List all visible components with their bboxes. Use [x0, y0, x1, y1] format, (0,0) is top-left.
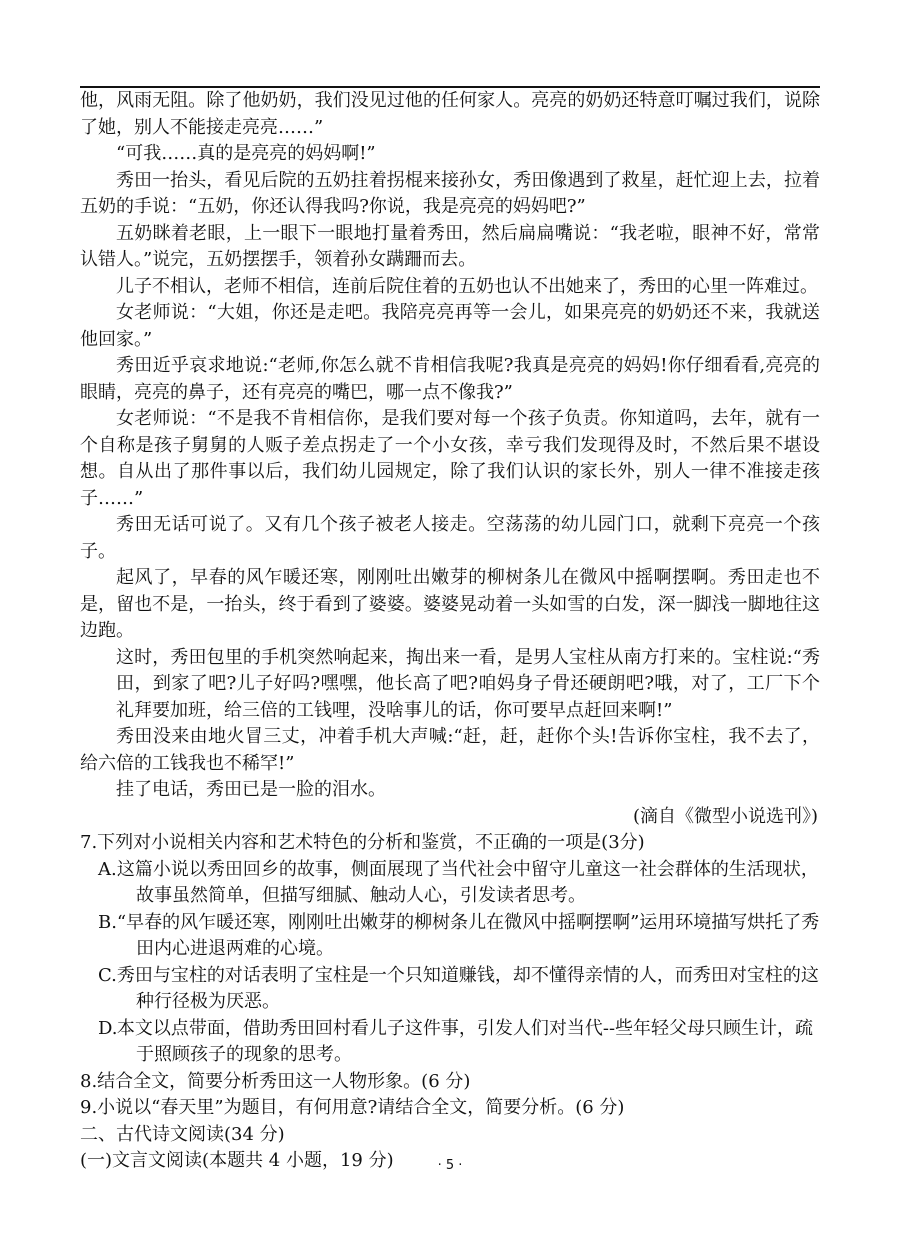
- story-paragraph: 秀田近乎哀求地说:“老师,你怎么就不肯相信我呢?我真是亮亮的妈妈!你仔细看看,亮亮的眼睛，亮亮的鼻子，还有亮亮的嘴巴，哪一点不像我?”: [80, 355, 820, 403]
- story-paragraph: 女老师说：“不是我不肯相信你，是我们要对每一个孩子负责。你知道吗，去年，就有一个自称是孩子舅舅的人贩子差点拐走了一个小女孩，幸亏我们发现得及时，不然后果不堪设想。自从出了那件事以后，我们幼儿园规定，除了我们认识的家长外，别人一律不准接走孩子……”: [80, 408, 820, 509]
- story-paragraph: 五奶眯着老眼，上一眼下一眼地打量着秀田，然后扁扁嘴说：“我老啦，眼神不好，常常认错人。”说完，五奶摆摆手，领着孙女蹒跚而去。: [80, 222, 820, 270]
- section-heading-classical: 二、古代诗文阅读(34 分): [80, 1123, 285, 1145]
- story-paragraph: 秀田一抬头，看见后院的五奶拄着拐棍来接孙女，秀田像遇到了救星，赶忙迎上去，拉着五奶的手说：“五奶，你还认得我吗?你说，我是亮亮的妈妈吧?”: [80, 169, 820, 217]
- story-paragraph: 秀田没来由地火冒三丈，冲着手机大声喊:“赶，赶，赶你个头!告诉你宝柱，我不去了，给六倍的工钱我也不稀罕!”: [80, 726, 820, 774]
- option-label: B.: [98, 911, 117, 933]
- option-text: 秀田与宝柱的对话表明了宝柱是一个只知道赚钱，却不懂得亲情的人，而秀田对宝柱的这种行径极为厌恶。: [116, 964, 819, 1012]
- option-text: 本文以点带面，借助秀田回村看儿子这件事，引发人们对当代--些年轻父母只顾生计，疏于照顾孩子的现象的思考。: [116, 1017, 814, 1065]
- question-9: 9.小说以“春天里”为题目，有何用意?请结合全文，简要分析。(6 分): [80, 1097, 625, 1118]
- story-paragraph: 他，风雨无阻。除了他奶奶，我们没见过他的任何家人。亮亮的奶奶还特意叮嘱过我们，说除了她，别人不能接走亮亮……”: [80, 90, 820, 138]
- page-number: · 5 ·: [437, 1158, 463, 1173]
- story-paragraph: 儿子不相认，老师不相信，连前后院住着的五奶也认不出她来了，秀田的心里一阵难过。: [116, 275, 818, 297]
- question-7-option: [80, 857, 820, 910]
- question-7-stem: 7.下列对小说相关内容和艺术特色的分析和鉴赏，不正确的一项是(3分): [80, 832, 645, 853]
- story-paragraph: 女老师说：“大姐，你还是走吧。我陪亮亮再等一会儿，如果亮亮的奶奶还不来，我就送他回家。”: [80, 302, 820, 350]
- page-content: [80, 88, 820, 1175]
- story-source: (滴自《微型小说选刊》): [632, 805, 818, 827]
- question-8: 8.结合全文，简要分析秀田这一人物形象。(6 分): [80, 1070, 471, 1092]
- option-text: “早春的风乍暖还寒，刚刚吐出嫩芽的柳树条儿在微风中摇啊摆啊”运用环境描写烘托了秀田内心进退两难的心境。: [116, 911, 820, 959]
- story-paragraph: 挂了电话，秀田已是一脸的泪水。: [116, 779, 386, 800]
- option-label: C.: [98, 964, 117, 986]
- option-label: D.: [98, 1017, 118, 1039]
- option-text: 这篇小说以秀田回乡的故事，侧面展现了当代社会中留守儿童这一社会群体的生活现状，故事虽然简单，但描写细腻、触动人心，引发读者思考。: [116, 858, 819, 906]
- story-paragraph: “可我……真的是亮亮的妈妈啊!”: [116, 143, 376, 164]
- story-paragraph: 这时，秀田包里的手机突然响起来，掏出来一看，是男人宝柱从南方打来的。宝柱说:“秀田，到家了吧?儿子好吗?嘿嘿，他长高了吧?咱妈身子骨还硬朗吧?哦，对了，工厂下个礼拜要加班，给三倍的工钱哩，没啥事儿的话，你可要早点赶回来啊!”: [116, 646, 820, 721]
- question-7-option: [80, 910, 820, 963]
- section-subheading-classical-prose: (一)文言文阅读(本题共 4 小题，19 分): [80, 1150, 394, 1171]
- question-7-options: [80, 857, 820, 1069]
- option-label: A.: [98, 858, 117, 880]
- question-7-option: [80, 1016, 820, 1069]
- story-paragraph: 起风了，早春的风乍暖还寒，刚刚吐出嫩芽的柳树条儿在微风中摇啊摆啊。秀田走也不是，留也不是，一抬头，终于看到了婆婆。婆婆晃动着一头如雪的白发，深一脚浅一脚地往这边跑。: [80, 567, 820, 641]
- question-7-option: [80, 963, 820, 1016]
- story-paragraph: 秀田无话可说了。又有几个孩子被老人接走。空荡荡的幼儿园门口，就剩下亮亮一个孩子。: [80, 514, 820, 562]
- story-text: [80, 88, 820, 804]
